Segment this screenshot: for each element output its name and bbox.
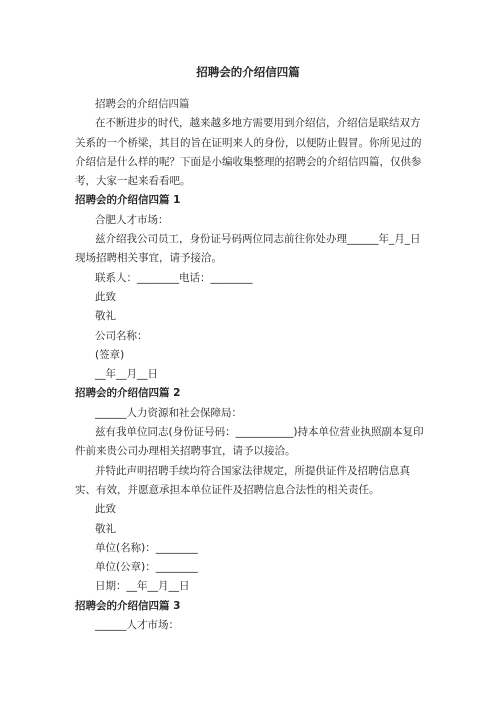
section-1-heading: 招聘会的介绍信四篇 1	[75, 194, 181, 207]
section-1-company: 公司名称：	[95, 329, 148, 342]
section-2-heading: 招聘会的介绍信四篇 2	[75, 387, 181, 400]
section-2-recipient: ______人力资源和社会保障局：	[95, 406, 242, 419]
section-1-closing-1: 此致	[95, 290, 116, 303]
section-3-heading: 招聘会的介绍信四篇 3	[75, 599, 181, 612]
section-2-closing-1: 此致	[95, 503, 116, 516]
section-2-body: 兹有我单位同志(身份证号码：___________)持本单位营业执照副本复印件前来贵公司办理相关招聘事宜，请予以接洽。	[75, 426, 424, 458]
intro-paragraph: 在不断进步的时代，越来越多地方需要用到介绍信，介绍信是联结双方关系的一个桥梁，其目的旨在证明来人的身份，以便防止假冒。你所见过的介绍信是什么样的呢？下面是小编收集整理的招聘会的介绍信四篇，仅供参考，大家一起来看看吧。	[75, 117, 422, 188]
section-1-body: 兹介绍我公司员工，身份证号码两位同志前往你处办理______年_月_日现场招聘相关事宜，请予接洽。	[75, 233, 421, 265]
document-title: 招聘会的介绍信四篇	[196, 65, 300, 79]
section-1-recipient: 合肥人才市场：	[95, 213, 169, 226]
section-1-seal: (签章)	[95, 348, 125, 361]
section-2-closing-2: 敬礼	[95, 522, 116, 535]
section-1-closing-2: 敬礼	[95, 310, 116, 323]
section-2-date: 日期：__年__月__日	[95, 580, 190, 593]
section-2-statement: 并特此声明招聘手续均符合国家法律规定，所提供证件及招聘信息真实、有效，并愿意承担本单位证件及招聘信息合法性的相关责任。	[75, 464, 410, 496]
document-body	[75, 95, 425, 635]
intro-title: 招聘会的介绍信四篇	[95, 98, 190, 110]
section-1-contact: 联系人：________电话：________	[95, 271, 253, 284]
section-1-date: __年__月__日	[95, 368, 158, 381]
section-2-unit-seal: 单位(公章)：________	[95, 561, 198, 574]
section-2-unit-name: 单位(名称)：________	[95, 541, 198, 554]
section-3-recipient: ______人才市场：	[95, 619, 179, 632]
